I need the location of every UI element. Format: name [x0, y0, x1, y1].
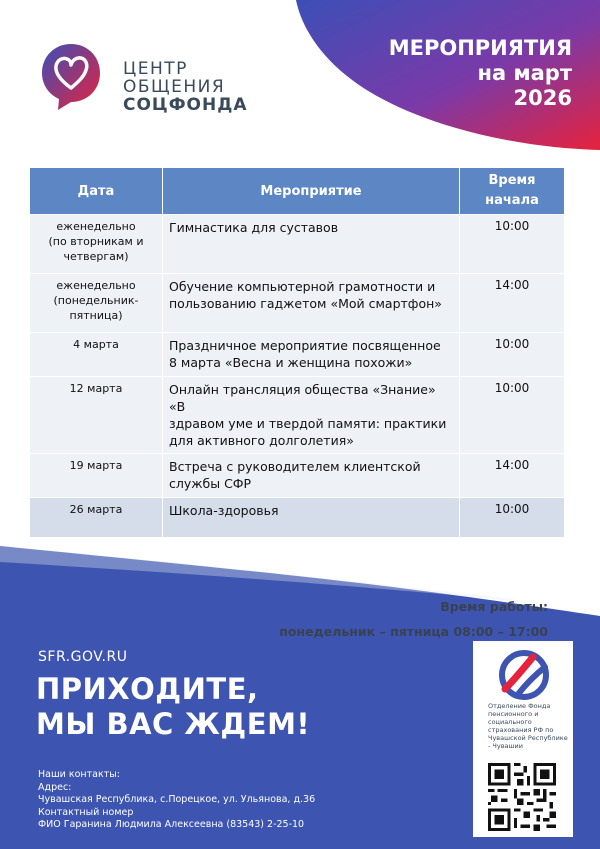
table-row: [30, 377, 565, 454]
work-hours-value: понедельник – пятница 08:00 – 17:00: [279, 624, 548, 639]
page-title: [389, 36, 572, 111]
column-header-time: Время начала: [460, 168, 565, 215]
brand-line-2: ОБЩЕНИЯ: [123, 77, 226, 97]
row-date: еженедельно (понедельник- пятница): [30, 274, 163, 333]
table-row: [30, 333, 565, 377]
table-row: [30, 215, 565, 274]
table-row: [30, 274, 565, 333]
table-row: [30, 498, 565, 538]
slogan-line-1: ПРИХОДИТЕ,: [36, 672, 259, 706]
column-header-date: Дата: [30, 168, 163, 215]
contacts-block: [38, 769, 315, 832]
title-line-3: 2026: [513, 86, 572, 110]
schedule-table: [29, 167, 565, 538]
column-header-event: Мероприятие: [163, 168, 460, 215]
row-time: 14:00: [460, 274, 565, 333]
row-event: Гимнастика для суставов: [163, 215, 460, 274]
contacts-address: Чувашская Республика, с.Порецкое, ул. Ульянова, д.36: [38, 794, 316, 805]
table-row: [30, 454, 565, 498]
row-time: 10:00: [460, 377, 565, 454]
slogan-line-2: МЫ ВАС ЖДЕМ!: [36, 707, 311, 741]
row-event: Обучение компьютерной грамотности и пользованию гаджетом «Мой смартфон»: [163, 274, 460, 333]
qr-code-icon[interactable]: [488, 763, 556, 831]
brand-line-3: СОЦФОНДА: [123, 95, 248, 115]
row-date: 19 марта: [30, 454, 163, 498]
sfr-caption: Отделение Фонда пенсионного и социального страхования РФ по Чувашской Республике - Чувашии: [488, 702, 568, 750]
row-event: Встреча с руководителем клиентской службы СФР: [163, 454, 460, 498]
contacts-person: ФИО Гаранина Людмила Алексеевна (83543) 2-25-10: [38, 819, 305, 830]
row-date: 12 марта: [30, 377, 163, 454]
brand-line-1: ЦЕНТР: [123, 59, 188, 79]
speech-heart-icon: [38, 40, 104, 112]
row-event: Школа-здоровья: [163, 498, 460, 538]
work-hours: [279, 594, 548, 644]
row-event: Онлайн трансляция общества «Знание» «В здравом уме и твердой памяти: практики для активного долголетия»: [163, 377, 460, 454]
row-date: 4 марта: [30, 333, 163, 377]
contacts-address-label: Адрес:: [38, 781, 72, 793]
title-line-1: МЕРОПРИЯТИЯ: [388, 36, 572, 60]
row-date: 26 марта: [30, 498, 163, 538]
brand-wordmark: [123, 60, 248, 114]
website-link[interactable]: SFR.GOV.RU: [38, 649, 128, 665]
row-date: еженедельно (по вторникам и четвергам): [30, 215, 163, 274]
title-line-2: на март: [477, 61, 572, 85]
row-time: 10:00: [460, 215, 565, 274]
row-event: Праздничное мероприятие посвященное 8 марта «Весна и женщина похожи»: [163, 333, 460, 377]
slogan: [36, 672, 310, 742]
table-header-row: [30, 168, 565, 215]
row-time: 10:00: [460, 333, 565, 377]
sfr-info-card: [473, 641, 573, 837]
row-time: 10:00: [460, 498, 565, 538]
contacts-heading: Наши контакты:: [38, 769, 120, 780]
contacts-phone-label: Контактный номер: [38, 806, 134, 818]
row-time: 14:00: [460, 454, 565, 498]
work-hours-label: Время работы:: [440, 599, 548, 614]
sfr-logo-icon: [493, 649, 555, 701]
